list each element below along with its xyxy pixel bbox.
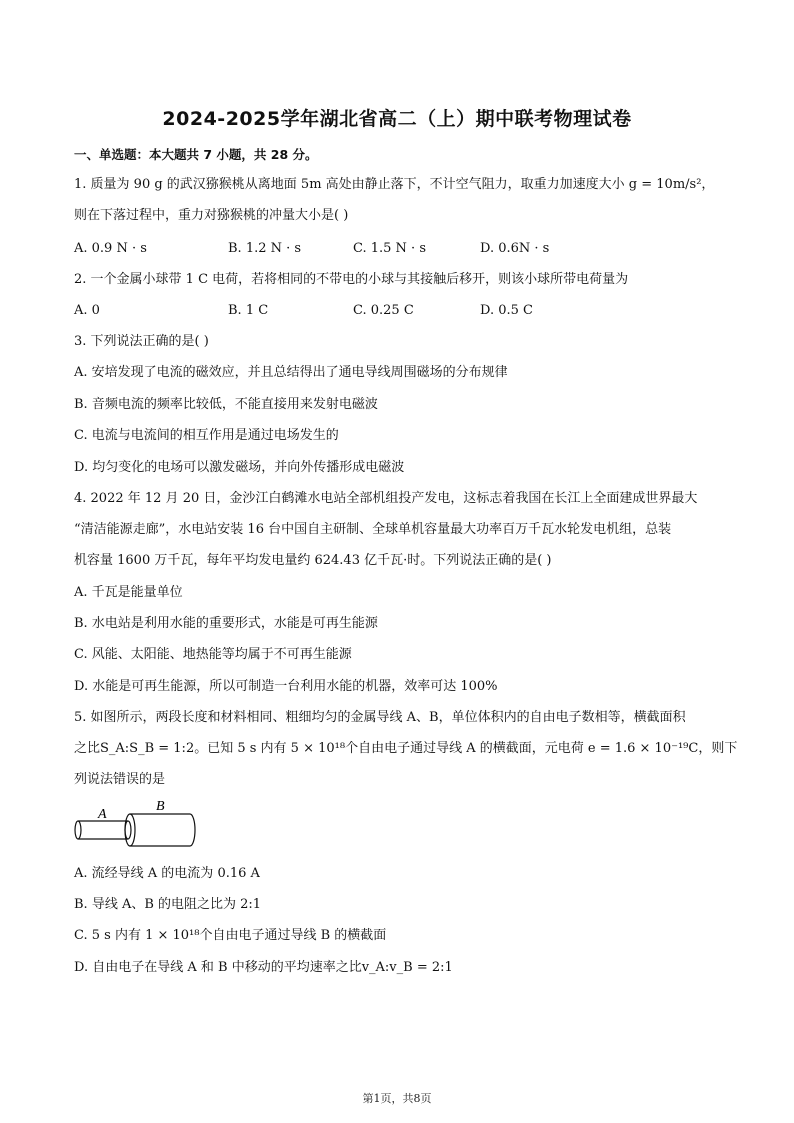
- q2-option-a: A. 0: [74, 303, 100, 318]
- q3-option-d: D. 均匀变化的电场可以激发磁场，并向外传播形成电磁波: [74, 460, 405, 475]
- wire-a-label: A: [98, 807, 107, 822]
- page-footer: 第1页，共8页: [362, 1092, 432, 1105]
- q5-option-a: A. 流经导线 A 的电流为 0.16 A: [74, 866, 260, 881]
- q1-option-c: C. 1.5 N · s: [353, 241, 426, 256]
- q4-option-d: D. 水能是可再生能源，所以可制造一台利用水能的机器，效率可达 100%: [74, 679, 498, 694]
- section-heading: 一、单选题：本大题共 7 小题，共 28 分。: [74, 147, 318, 162]
- question-2-text: 2. 一个金属小球带 1 C 电荷，若将相同的不带电的小球与其接触后移开，则该小球所带电荷量为: [74, 272, 629, 287]
- q1-option-a: A. 0.9 N · s: [74, 241, 147, 256]
- q4-option-c: C. 风能、太阳能、地热能等均属于不可再生能源: [74, 647, 352, 662]
- question-4-text-cont2: 机容量 1600 万千瓦，每年平均发电量约 624.43 亿千瓦·时。下列说法正确的是( ): [74, 553, 552, 568]
- q5-option-b: B. 导线 A、B 的电阻之比为 2:1: [74, 897, 262, 912]
- q2-option-b: B. 1 C: [228, 303, 269, 318]
- q5-option-d: D. 自由电子在导线 A 和 B 中移动的平均速率之比v_A:v_B = 2:1: [74, 960, 453, 975]
- wire-a-end: [75, 821, 81, 839]
- q3-option-a: A. 安培发现了电流的磁效应，并且总结得出了通电导线周围磁场的分布规律: [74, 365, 508, 380]
- q4-option-a: A. 千瓦是能量单位: [74, 585, 183, 600]
- question-1-text-cont: 则在下落过程中，重力对猕猴桃的冲量大小是( ): [74, 208, 349, 223]
- q1-option-d: D. 0.6N · s: [480, 241, 550, 256]
- q3-option-b: B. 音频电流的频率比较低，不能直接用来发射电磁波: [74, 397, 378, 412]
- q1-option-b: B. 1.2 N · s: [228, 241, 302, 256]
- wire-b-label: B: [156, 799, 165, 814]
- question-5-text-cont2: 列说法错误的是: [74, 772, 166, 787]
- q2-option-d: D. 0.5 C: [480, 303, 533, 318]
- question-5-text-cont: 之比S_A:S_B = 1:2。已知 5 s 内有 5 × 10¹⁸个自由电子通过导线 A 的横截面，元电荷 e = 1.6 × 10⁻¹⁹C，则下: [74, 741, 738, 756]
- wire-diagram: [72, 796, 202, 852]
- question-4-text-cont: “清洁能源走廊”，水电站安装 16 台中国自主研制、全球单机容量最大功率百万千瓦水轮发电机组，总装: [74, 522, 672, 537]
- question-5-text: 5. 如图所示，两段长度和材料相同、粗细均匀的金属导线 A、B，单位体积内的自由电子数相等，横截面积: [74, 710, 686, 725]
- q5-option-c: C. 5 s 内有 1 × 10¹⁸个自由电子通过导线 B 的横截面: [74, 928, 387, 943]
- q2-option-c: C. 0.25 C: [353, 303, 414, 318]
- wire-b-end: [190, 814, 195, 846]
- page-title: 2024-2025学年湖北省高二（上）期中联考物理试卷: [162, 108, 632, 130]
- question-3-text: 3. 下列说法正确的是( ): [74, 334, 209, 349]
- q3-option-c: C. 电流与电流间的相互作用是通过电场发生的: [74, 428, 339, 443]
- q4-option-b: B. 水电站是利用水能的重要形式，水能是可再生能源: [74, 616, 378, 631]
- question-1-text: 1. 质量为 90 g 的武汉猕猴桃从离地面 5m 高处由静止落下，不计空气阻力，取重力加速度大小 g = 10m/s²，: [74, 177, 715, 192]
- question-4-text: 4. 2022 年 12 月 20 日，金沙江白鹤滩水电站全部机组投产发电，这标志着我国在长江上全面建成世界最大: [74, 491, 698, 506]
